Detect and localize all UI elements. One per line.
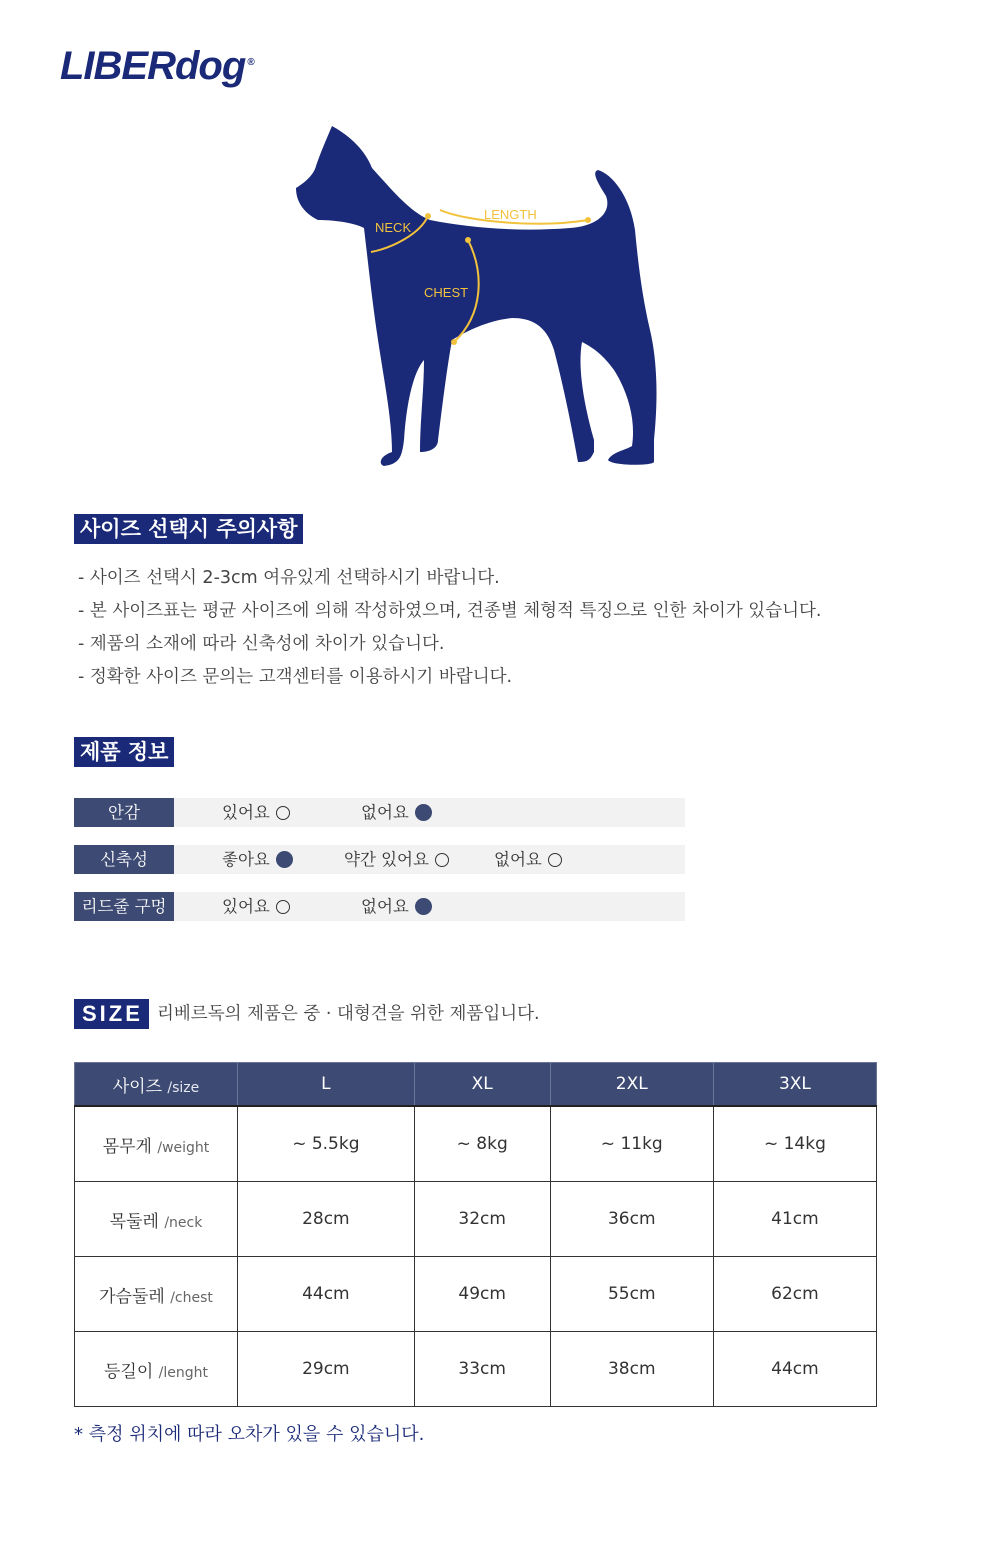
table-cell: 38cm xyxy=(550,1332,713,1407)
table-cell: ~ 14kg xyxy=(713,1106,876,1182)
info-label: 신축성 xyxy=(74,845,174,874)
table-row xyxy=(75,1257,877,1332)
table-cell: ~ 5.5kg xyxy=(238,1106,415,1182)
header-size-3xl: 3XL xyxy=(713,1063,876,1107)
brand-name: LIBERdog xyxy=(60,44,246,88)
option-yes: 있어요 xyxy=(222,892,290,921)
row-label: 목둘레 /neck xyxy=(75,1182,238,1257)
option-yes: 있어요 xyxy=(222,798,290,827)
radio-empty-icon xyxy=(276,806,290,820)
radio-empty-icon xyxy=(435,853,449,867)
radio-filled-icon xyxy=(415,804,432,821)
caution-item: - 사이즈 선택시 2-3cm 여유있게 선택하시기 바랍니다. xyxy=(78,568,500,588)
caution-list xyxy=(78,566,822,698)
info-label: 안감 xyxy=(74,798,174,827)
table-cell: 55cm xyxy=(550,1257,713,1332)
table-cell: 44cm xyxy=(238,1257,415,1332)
caution-item: - 정확한 사이즈 문의는 고객센터를 이용하시기 바랍니다. xyxy=(78,667,513,687)
info-label: 리드줄 구멍 xyxy=(74,892,174,921)
table-cell: ~ 8kg xyxy=(414,1106,550,1182)
row-label: 가슴둘레 /chest xyxy=(75,1257,238,1332)
length-measure-dot xyxy=(585,217,591,223)
size-table xyxy=(74,1062,877,1407)
size-description: 리베르독의 제품은 중 · 대형견을 위한 제품입니다. xyxy=(157,1004,540,1024)
table-cell: 49cm xyxy=(414,1257,550,1332)
option-no: 없어요 xyxy=(361,892,432,921)
dog-silhouette xyxy=(296,126,657,466)
table-cell: 62cm xyxy=(713,1257,876,1332)
registered-mark: ® xyxy=(247,56,254,68)
header-size-xl: XL xyxy=(414,1063,550,1107)
info-row-leash-hole xyxy=(74,892,685,921)
table-row xyxy=(75,1332,877,1407)
table-cell: 36cm xyxy=(550,1182,713,1257)
size-tag: SIZE xyxy=(74,999,149,1029)
option-none: 없어요 xyxy=(494,845,562,874)
table-cell: 41cm xyxy=(713,1182,876,1257)
table-cell: ~ 11kg xyxy=(550,1106,713,1182)
chest-measure-dot-top xyxy=(465,237,471,243)
radio-filled-icon xyxy=(276,851,293,868)
header-size-2xl: 2XL xyxy=(550,1063,713,1107)
table-cell: 32cm xyxy=(414,1182,550,1257)
table-cell: 33cm xyxy=(414,1332,550,1407)
measurement-footnote: * 측정 위치에 따라 오차가 있을 수 있습니다. xyxy=(74,1424,425,1445)
table-header-row xyxy=(75,1063,877,1107)
option-no: 없어요 xyxy=(361,798,432,827)
row-label: 몸무게 /weight xyxy=(75,1106,238,1182)
dog-measurement-diagram xyxy=(280,120,680,480)
row-label: 등길이 /lenght xyxy=(75,1332,238,1407)
option-slight: 약간 있어요 xyxy=(344,845,449,874)
radio-empty-icon xyxy=(548,853,562,867)
table-row xyxy=(75,1106,877,1182)
radio-filled-icon xyxy=(415,898,432,915)
table-row xyxy=(75,1182,877,1257)
product-info-title: 제품 정보 xyxy=(74,737,174,767)
header-size: 사이즈 /size xyxy=(75,1063,238,1107)
caution-item: - 제품의 소재에 따라 신축성에 차이가 있습니다. xyxy=(78,634,445,654)
radio-empty-icon xyxy=(276,900,290,914)
info-row-stretch xyxy=(74,845,685,874)
table-cell: 44cm xyxy=(713,1332,876,1407)
chest-measure-dot-bottom xyxy=(451,339,457,345)
neck-measure-dot xyxy=(425,213,431,219)
caution-item: - 본 사이즈표는 평균 사이즈에 의해 작성하였으며, 견종별 체형적 특징으로 인한 차이가 있습니다. xyxy=(78,601,822,621)
caution-title: 사이즈 선택시 주의사항 xyxy=(74,514,303,544)
neck-label: NECK xyxy=(375,220,412,235)
header-size-l: L xyxy=(238,1063,415,1107)
chest-label: CHEST xyxy=(424,285,469,300)
option-good: 좋아요 xyxy=(222,845,293,874)
brand-logo xyxy=(60,44,254,89)
length-label: LENGTH xyxy=(484,207,537,222)
table-cell: 28cm xyxy=(238,1182,415,1257)
info-row-lining xyxy=(74,798,685,827)
table-cell: 29cm xyxy=(238,1332,415,1407)
